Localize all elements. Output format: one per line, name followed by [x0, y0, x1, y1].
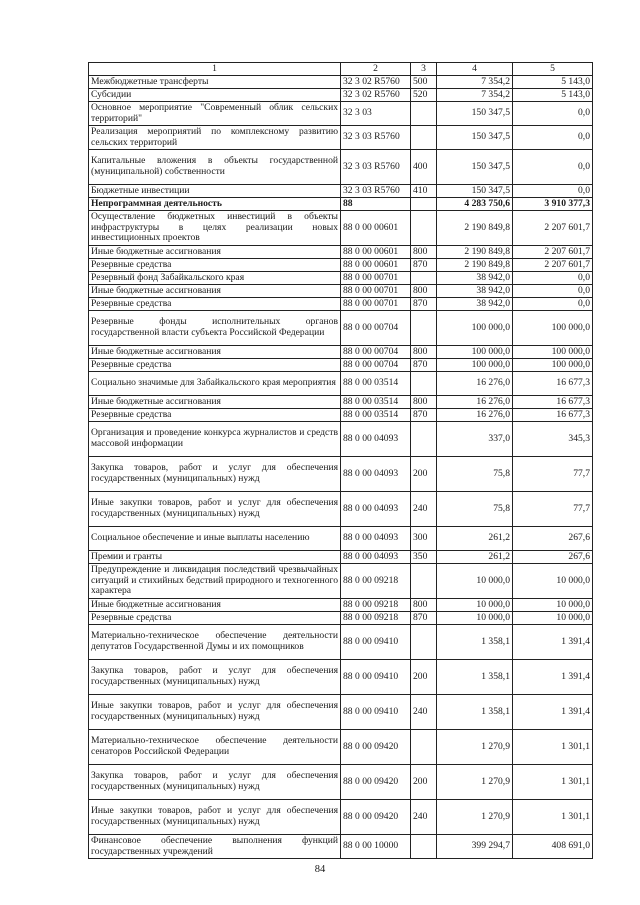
- row-vr: [411, 311, 437, 346]
- row-code: 88 0 00 09420: [341, 800, 411, 835]
- row-amount-1: 4 283 750,6: [437, 198, 513, 211]
- row-code: 88 0 00 09410: [341, 660, 411, 695]
- row-code: 88 0 00 00704: [341, 311, 411, 346]
- row-amount-2: 77,7: [513, 457, 593, 492]
- row-amount-2: 100 000,0: [513, 311, 593, 346]
- row-vr: [411, 372, 437, 396]
- row-name: Материально-техническое обеспечение деятельности депутатов Государственной Думы и их помощников: [89, 625, 341, 660]
- row-vr: 350: [411, 551, 437, 564]
- row-name: Резервные фонды исполнительных органов государственной власти субъекта Российской Федерации: [89, 311, 341, 346]
- row-amount-1: 261,2: [437, 527, 513, 551]
- table-row: [89, 835, 593, 859]
- row-amount-1: 10 000,0: [437, 564, 513, 599]
- table-row: [89, 259, 593, 272]
- row-amount-1: 1 358,1: [437, 695, 513, 730]
- row-vr: 500: [411, 76, 437, 89]
- table-row: [89, 409, 593, 422]
- row-vr: [411, 625, 437, 660]
- row-vr: 870: [411, 359, 437, 372]
- row-name: Финансовое обеспечение выполнения функций государственных учреждений: [89, 835, 341, 859]
- row-name: Субсидии: [89, 89, 341, 102]
- row-amount-1: 100 000,0: [437, 346, 513, 359]
- row-amount-2: 10 000,0: [513, 564, 593, 599]
- table-row: [89, 359, 593, 372]
- row-amount-2: 5 143,0: [513, 89, 593, 102]
- row-amount-1: 1 270,9: [437, 765, 513, 800]
- row-name: Иные бюджетные ассигнования: [89, 346, 341, 359]
- row-amount-2: 267,6: [513, 551, 593, 564]
- row-amount-1: 150 347,5: [437, 150, 513, 185]
- row-code: 88 0 00 00701: [341, 285, 411, 298]
- table-row: [89, 311, 593, 346]
- table-row: [89, 730, 593, 765]
- row-amount-1: 10 000,0: [437, 599, 513, 612]
- row-vr: 800: [411, 599, 437, 612]
- table-row: [89, 660, 593, 695]
- row-vr: [411, 564, 437, 599]
- row-amount-1: 75,8: [437, 457, 513, 492]
- row-name: Резервные средства: [89, 409, 341, 422]
- row-name: Иные бюджетные ассигнования: [89, 396, 341, 409]
- row-name: Реализация мероприятий по комплексному развитию сельских территорий: [89, 126, 341, 150]
- row-amount-2: 16 677,3: [513, 396, 593, 409]
- row-amount-1: 1 358,1: [437, 625, 513, 660]
- row-vr: [411, 198, 437, 211]
- row-name: Предупреждение и ликвидация последствий чрезвычайных ситуаций и стихийных бедствий природного и техногенного характера: [89, 564, 341, 599]
- row-name: Иные бюджетные ассигнования: [89, 599, 341, 612]
- table-row: [89, 150, 593, 185]
- table-row: [89, 89, 593, 102]
- row-name: Закупка товаров, работ и услуг для обеспечения государственных (муниципальных) нужд: [89, 765, 341, 800]
- row-name: Резервный фонд Забайкальского края: [89, 272, 341, 285]
- row-vr: 800: [411, 246, 437, 259]
- header-cell-3: 3: [411, 63, 437, 76]
- row-code: 88 0 00 00601: [341, 259, 411, 272]
- row-name: Иные закупки товаров, работ и услуг для обеспечения государственных (муниципальных) нужд: [89, 492, 341, 527]
- table-row: [89, 372, 593, 396]
- row-name: Социальное обеспечение и иные выплаты населению: [89, 527, 341, 551]
- table-row: [89, 599, 593, 612]
- table-row: [89, 492, 593, 527]
- row-vr: 410: [411, 185, 437, 198]
- row-code: 88 0 00 04093: [341, 457, 411, 492]
- row-amount-2: 1 301,1: [513, 765, 593, 800]
- row-amount-1: 399 294,7: [437, 835, 513, 859]
- row-amount-2: 2 207 601,7: [513, 259, 593, 272]
- row-code: 88 0 00 03514: [341, 372, 411, 396]
- row-code: 88 0 00 09410: [341, 695, 411, 730]
- row-name: Капитальные вложения в объекты государственной (муниципальной) собственности: [89, 150, 341, 185]
- row-code: 88 0 00 09410: [341, 625, 411, 660]
- row-code: 88 0 00 00601: [341, 211, 411, 246]
- table-row: [89, 765, 593, 800]
- table-row: [89, 625, 593, 660]
- row-code: 88 0 00 09420: [341, 730, 411, 765]
- table-body: [89, 76, 593, 859]
- row-amount-1: 150 347,5: [437, 102, 513, 126]
- row-vr: 300: [411, 527, 437, 551]
- row-vr: 520: [411, 89, 437, 102]
- row-code: 88: [341, 198, 411, 211]
- row-amount-2: 2 207 601,7: [513, 211, 593, 246]
- table-row: [89, 246, 593, 259]
- row-vr: [411, 422, 437, 457]
- row-amount-2: 1 391,4: [513, 625, 593, 660]
- row-amount-1: 1 270,9: [437, 730, 513, 765]
- table-row: [89, 695, 593, 730]
- table-row: [89, 457, 593, 492]
- row-amount-1: 261,2: [437, 551, 513, 564]
- row-amount-1: 150 347,5: [437, 126, 513, 150]
- row-name: Резервные средства: [89, 612, 341, 625]
- row-amount-2: 0,0: [513, 126, 593, 150]
- table-row: [89, 396, 593, 409]
- row-code: 88 0 00 00704: [341, 359, 411, 372]
- row-name: Иные бюджетные ассигнования: [89, 246, 341, 259]
- row-amount-2: 2 207 601,7: [513, 246, 593, 259]
- row-vr: 870: [411, 612, 437, 625]
- row-amount-2: 10 000,0: [513, 599, 593, 612]
- row-vr: 240: [411, 695, 437, 730]
- row-code: 88 0 00 09218: [341, 599, 411, 612]
- row-code: 88 0 00 04093: [341, 527, 411, 551]
- table-row: [89, 800, 593, 835]
- row-amount-1: 2 190 849,8: [437, 259, 513, 272]
- row-code: 88 0 00 09420: [341, 765, 411, 800]
- row-amount-1: 38 942,0: [437, 272, 513, 285]
- header-cell-2: 2: [341, 63, 411, 76]
- row-amount-2: 100 000,0: [513, 359, 593, 372]
- header-cell-4: 4: [437, 63, 513, 76]
- table-row: [89, 527, 593, 551]
- row-amount-2: 0,0: [513, 272, 593, 285]
- row-vr: [411, 126, 437, 150]
- row-code: 88 0 00 04093: [341, 422, 411, 457]
- header-cell-1: 1: [89, 63, 341, 76]
- row-vr: 240: [411, 492, 437, 527]
- row-amount-1: 38 942,0: [437, 285, 513, 298]
- row-amount-2: 5 143,0: [513, 76, 593, 89]
- row-code: 88 0 00 04093: [341, 492, 411, 527]
- row-code: 88 0 00 03514: [341, 409, 411, 422]
- row-vr: 870: [411, 259, 437, 272]
- row-amount-1: 2 190 849,8: [437, 246, 513, 259]
- row-vr: [411, 272, 437, 285]
- row-vr: 800: [411, 285, 437, 298]
- row-name: Межбюджетные трансферты: [89, 76, 341, 89]
- page-number: 84: [314, 864, 326, 875]
- row-amount-1: 16 276,0: [437, 372, 513, 396]
- row-code: 32 3 03 R5760: [341, 126, 411, 150]
- row-amount-1: 2 190 849,8: [437, 211, 513, 246]
- row-vr: 200: [411, 765, 437, 800]
- row-amount-1: 7 354,2: [437, 76, 513, 89]
- row-name: Основное мероприятие "Современный облик сельских территорий": [89, 102, 341, 126]
- row-amount-1: 337,0: [437, 422, 513, 457]
- row-amount-2: 0,0: [513, 298, 593, 311]
- row-name: Иные закупки товаров, работ и услуг для обеспечения государственных (муниципальных) нужд: [89, 695, 341, 730]
- row-code: 88 0 00 00701: [341, 298, 411, 311]
- row-vr: 800: [411, 396, 437, 409]
- row-amount-2: 0,0: [513, 150, 593, 185]
- row-amount-1: 75,8: [437, 492, 513, 527]
- table-header-row: [89, 63, 593, 76]
- row-amount-1: 10 000,0: [437, 612, 513, 625]
- row-code: 88 0 00 10000: [341, 835, 411, 859]
- row-name: Резервные средства: [89, 298, 341, 311]
- row-vr: 870: [411, 298, 437, 311]
- row-amount-2: 408 691,0: [513, 835, 593, 859]
- row-name: Иные бюджетные ассигнования: [89, 285, 341, 298]
- row-amount-1: 1 270,9: [437, 800, 513, 835]
- row-code: 32 3 03: [341, 102, 411, 126]
- row-code: 32 3 03 R5760: [341, 150, 411, 185]
- row-vr: [411, 835, 437, 859]
- row-amount-2: 0,0: [513, 185, 593, 198]
- table-row: [89, 551, 593, 564]
- row-name: Закупка товаров, работ и услуг для обеспечения государственных (муниципальных) нужд: [89, 457, 341, 492]
- table-row: [89, 346, 593, 359]
- table-row: [89, 612, 593, 625]
- row-amount-1: 100 000,0: [437, 359, 513, 372]
- row-code: 88 0 00 09218: [341, 612, 411, 625]
- row-vr: 200: [411, 457, 437, 492]
- budget-table: [88, 62, 593, 859]
- row-amount-1: 38 942,0: [437, 298, 513, 311]
- row-amount-2: 0,0: [513, 102, 593, 126]
- row-amount-1: 1 358,1: [437, 660, 513, 695]
- row-amount-2: 1 391,4: [513, 660, 593, 695]
- row-amount-2: 100 000,0: [513, 346, 593, 359]
- row-code: 88 0 00 00701: [341, 272, 411, 285]
- row-amount-1: 16 276,0: [437, 409, 513, 422]
- row-name: Иные закупки товаров, работ и услуг для обеспечения государственных (муниципальных) нужд: [89, 800, 341, 835]
- row-amount-2: 267,6: [513, 527, 593, 551]
- row-name: Закупка товаров, работ и услуг для обеспечения государственных (муниципальных) нужд: [89, 660, 341, 695]
- row-vr: 400: [411, 150, 437, 185]
- row-name: Резервные средства: [89, 359, 341, 372]
- row-name: Резервные средства: [89, 259, 341, 272]
- row-amount-2: 0,0: [513, 285, 593, 298]
- table-row: [89, 211, 593, 246]
- row-name: Материально-техническое обеспечение деятельности сенаторов Российской Федерации: [89, 730, 341, 765]
- row-amount-2: 345,3: [513, 422, 593, 457]
- row-amount-2: 16 677,3: [513, 372, 593, 396]
- table-row: [89, 126, 593, 150]
- table-row: [89, 564, 593, 599]
- row-vr: 240: [411, 800, 437, 835]
- table-row: [89, 422, 593, 457]
- row-amount-1: 150 347,5: [437, 185, 513, 198]
- row-vr: 200: [411, 660, 437, 695]
- row-amount-2: 1 301,1: [513, 730, 593, 765]
- row-name: Бюджетные инвестиции: [89, 185, 341, 198]
- row-name: Осуществление бюджетных инвестиций в объекты инфраструктуры в целях реализации новых инвестиционных проектов: [89, 211, 341, 246]
- row-amount-2: 10 000,0: [513, 612, 593, 625]
- row-amount-2: 1 391,4: [513, 695, 593, 730]
- row-vr: [411, 102, 437, 126]
- row-code: 88 0 00 03514: [341, 396, 411, 409]
- row-code: 88 0 00 09218: [341, 564, 411, 599]
- row-code: 88 0 00 00704: [341, 346, 411, 359]
- table-row: [89, 102, 593, 126]
- row-vr: 800: [411, 346, 437, 359]
- table-row: [89, 285, 593, 298]
- table-row: [89, 76, 593, 89]
- row-amount-1: 16 276,0: [437, 396, 513, 409]
- header-cell-5: 5: [513, 63, 593, 76]
- row-amount-1: 7 354,2: [437, 89, 513, 102]
- row-amount-2: 16 677,3: [513, 409, 593, 422]
- table-row: [89, 185, 593, 198]
- row-code: 32 3 03 R5760: [341, 185, 411, 198]
- row-amount-1: 100 000,0: [437, 311, 513, 346]
- row-code: 32 3 02 R5760: [341, 89, 411, 102]
- row-code: 88 0 00 04093: [341, 551, 411, 564]
- table-row: [89, 298, 593, 311]
- row-amount-2: 3 910 377,3: [513, 198, 593, 211]
- row-name: Социально значимые для Забайкальского края мероприятия: [89, 372, 341, 396]
- row-amount-2: 1 301,1: [513, 800, 593, 835]
- table-row: [89, 198, 593, 211]
- row-name: Непрограммная деятельность: [89, 198, 341, 211]
- table-row: [89, 272, 593, 285]
- row-name: Организация и проведение конкурса журналистов и средств массовой информации: [89, 422, 341, 457]
- row-amount-2: 77,7: [513, 492, 593, 527]
- row-code: 32 3 02 R5760: [341, 76, 411, 89]
- row-name: Премии и гранты: [89, 551, 341, 564]
- row-vr: [411, 730, 437, 765]
- row-code: 88 0 00 00601: [341, 246, 411, 259]
- row-vr: 870: [411, 409, 437, 422]
- row-vr: [411, 211, 437, 246]
